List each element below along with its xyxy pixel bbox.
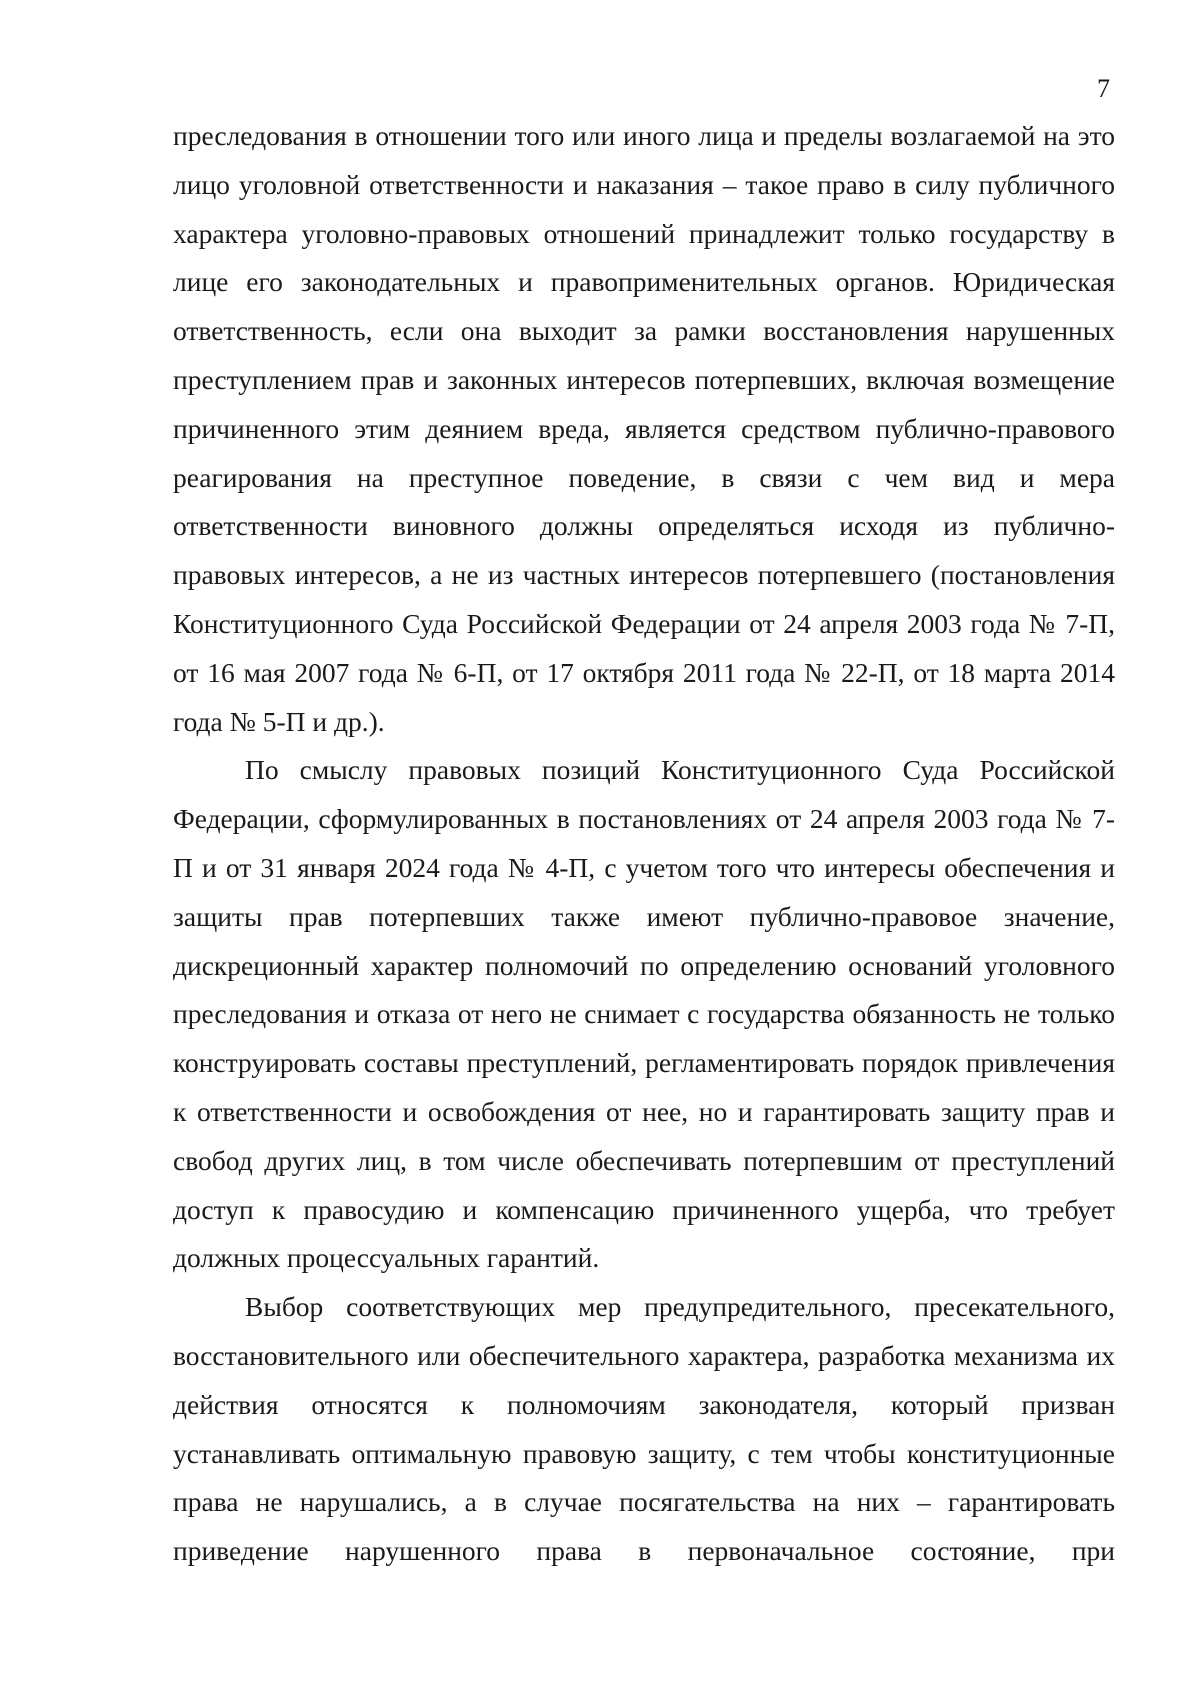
paragraph-1: преследования в отношении того или иного лица и пределы возлагаемой на это лицо уголовной ответственности и наказания – такое право в силу публичного характера уголовно-правовых отношений принадлежит только государству в лице его законодательных и правоприменительных органов. Юридическая ответственность, если она выходит за рамки восстановления нарушенных преступлением прав и законных интересов потерпевших, включая возмещение причиненного этим деянием вреда, является средством публично-правового реагирования на преступное поведение, в связи с чем вид и мера ответственности виновного должны определяться исходя из публично-правовых интересов, а не из частных интересов потерпевшего (постановления Конституционного Суда Российской Федерации от 24 апреля 2003 года № 7-П, от 16 мая 2007 года № 6-П, от 17 октября 2011 года № 22-П, от 18 марта 2014 года № 5-П и др.). <box>173 120 1115 737</box>
paragraph-2: По смыслу правовых позиций Конституционного Суда Российской Федерации, сформулированных в постановлениях от 24 апреля 2003 года № 7-П и от 31 января 2024 года № 4-П, с учетом того что интересы обеспечения и защиты прав потерпевших также имеют публично-правовое значение, дискреционный характер полномочий по определению оснований уголовного преследования и отказа от него не снимает с государства обязанность не только конструировать составы преступлений, регламентировать порядок привлечения к ответственности и освобождения от нее, но и гарантировать защиту прав и свобод других лиц, в том числе обеспечивать потерпевшим от преступлений доступ к правосудию и компенсацию причиненного ущерба, что требует должных процессуальных гарантий. <box>173 754 1115 1274</box>
page-number: 7 <box>1097 74 1110 103</box>
paragraph-3: Выбор соответствующих мер предупредительного, пресекательного, восстановительного или обеспечительного характера, разработка механизма их действия относятся к полномочиям законодателя, который призван устанавливать оптимальную правовую защиту, с тем чтобы конституционные права не нарушались, а в случае посягательства на них – гарантировать приведение нарушенного права в первоначальное состояние, при <box>173 1291 1115 1567</box>
document-body <box>173 112 1115 1576</box>
